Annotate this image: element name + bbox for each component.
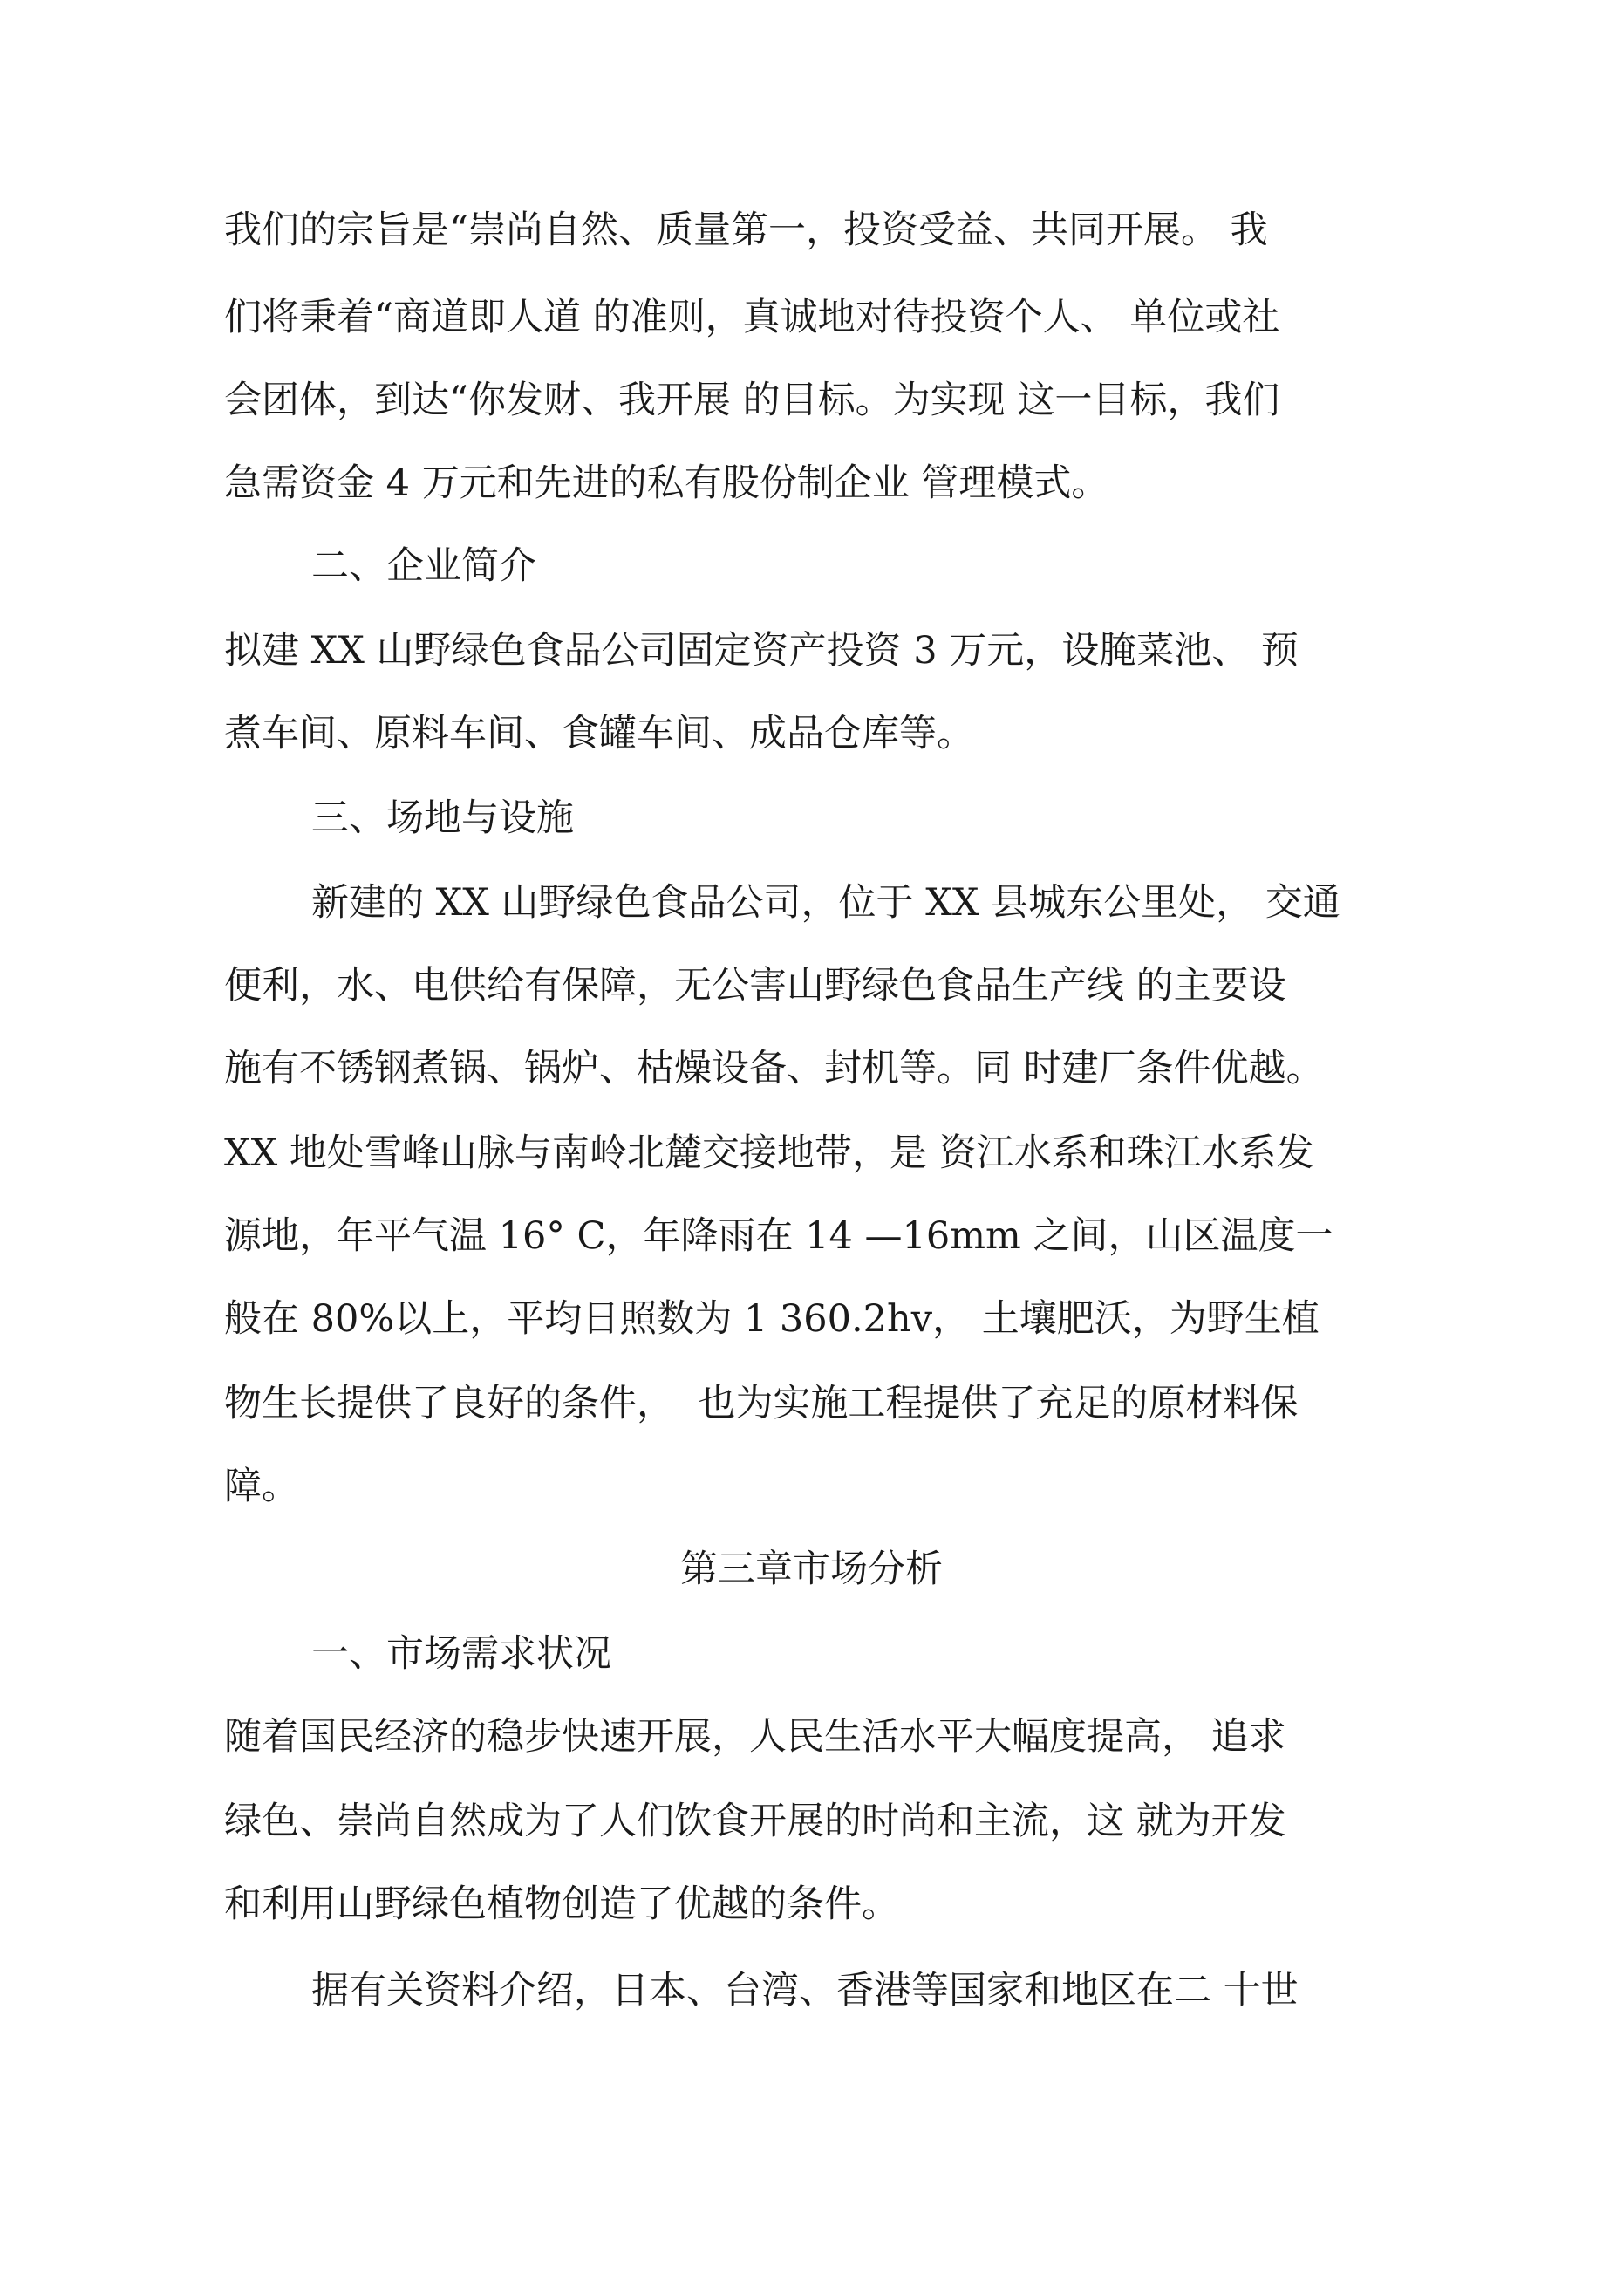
body-text-line: 新建的 XX 山野绿色食品公司，位于 XX 县城东公里处， 交通 (311, 881, 1340, 925)
section-heading: 二、企业简介 (311, 544, 536, 588)
body-text-line: XX 地处雪峰山脉与南岭北麓交接地带，是 资江水系和珠江水系发 (224, 1131, 1314, 1175)
body-text-line: 和利用山野绿色植物创造了优越的条件。 (224, 1883, 899, 1926)
body-text-line: 绿色、崇尚自然成为了人们饮食开展的时尚和主流，这 就为开发 (224, 1800, 1286, 1843)
body-text-line: 便利，水、电供给有保障，无公害山野绿色食品生产线 的主要设 (224, 964, 1286, 1008)
body-text-line: 拟建 XX 山野绿色食品公司固定资产投资 3 万元，设腌菜池、 预 (224, 629, 1299, 673)
section-heading: 一、市场需求状况 (311, 1632, 611, 1676)
body-text-line: 般在 80%以上，平均日照数为 1 360.2hv， 土壤肥沃，为野生植 (224, 1297, 1320, 1341)
section-heading: 三、场地与设施 (311, 796, 574, 840)
body-text-line: 急需资金 4 万元和先进的私有股份制企业 管理模式。 (224, 461, 1109, 505)
body-text-line: 随着国民经济的稳步快速开展，人民生活水平大幅度提高， 追求 (224, 1715, 1286, 1759)
body-text-line: 据有关资料介绍，日本、台湾、香港等国家和地区在二 十世 (311, 1969, 1299, 2012)
body-text-line: 们将秉着“商道即人道 的准则，真诚地对待投资个人、 单位或社 (224, 296, 1280, 339)
body-text-line: 施有不锈钢煮锅、锅炉、枯燥设备、封机等。同 时建厂条件优越。 (224, 1047, 1324, 1090)
body-text-line: 煮车间、原料车间、食罐车间、成品仓库等。 (224, 712, 974, 755)
chapter-title: 第三章市场分析 (680, 1548, 943, 1591)
body-text-line: 障。 (224, 1465, 299, 1508)
body-text-line: 我们的宗旨是“崇尚自然、质量第一，投资受益、共同开展。 我 (224, 208, 1268, 252)
body-text-line: 物生长提供了良好的条件， 也为实施工程提供了充足的原材料保 (224, 1382, 1299, 1425)
body-text-line: 会团体，到达“你发财、我开展 的目标。为实现 这一目标，我们 (224, 379, 1280, 422)
body-text-line: 源地，年平气温 16° C，年降雨在 14 —16mm 之间，山区温度一 (224, 1214, 1333, 1258)
